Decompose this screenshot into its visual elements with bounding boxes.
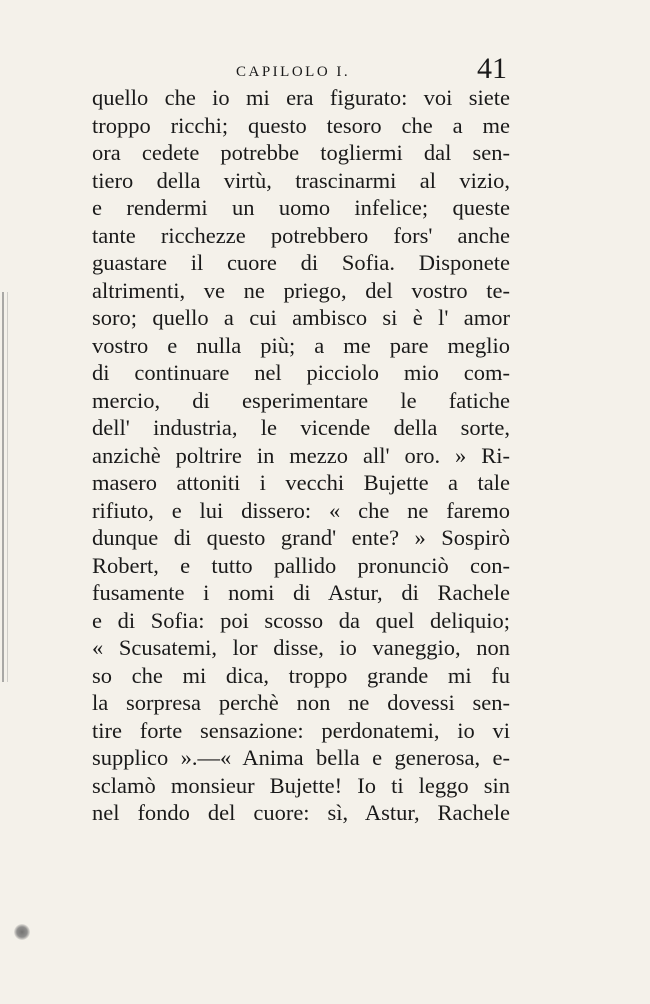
text-line: masero attoniti i vecchi Bujette a tale xyxy=(92,470,510,495)
text-line: tire forte sensazione: perdonatemi, io vi xyxy=(92,717,510,743)
text-line: e rendermi un uomo infelice; queste xyxy=(92,195,510,220)
page-number: 41 xyxy=(477,52,507,85)
text-line: guastare il cuore di Sofia. Disponete xyxy=(92,250,510,275)
text-line: tiero della virtù, trascinarmi al vizio, xyxy=(92,167,510,193)
running-head: CAPILOLO I. xyxy=(236,64,351,80)
binding-shadow xyxy=(2,292,4,682)
text-line: quello che io mi era figurato: voi siete xyxy=(92,85,510,110)
text-line: anzichè poltrire in mezzo all' oro. » Ri- xyxy=(92,442,510,468)
text-line: sclamò monsieur Bujette! Io ti leggo sin xyxy=(92,772,510,798)
text-line: Robert, e tutto pallido pronunciò con- xyxy=(92,552,510,578)
text-line: so che mi dica, troppo grande mi fu xyxy=(92,662,510,688)
text-line: la sorpresa perchè non ne dovessi sen- xyxy=(92,690,510,715)
text-line: ora cedete potrebbe togliermi dal sen- xyxy=(92,140,510,165)
text-line: supplico ».—« Anima bella e generosa, e- xyxy=(92,745,510,770)
binding-shadow-secondary xyxy=(7,292,8,682)
text-line: rifiuto, e lui dissero: « che ne faremo xyxy=(92,497,510,523)
text-line: troppo ricchi; questo tesoro che a me xyxy=(92,112,510,138)
body-text xyxy=(92,84,510,827)
text-line: soro; quello a cui ambisco si è l' amor xyxy=(92,305,510,330)
text-line: altrimenti, ve ne priego, del vostro te- xyxy=(92,277,510,303)
text-line: fusamente i nomi di Astur, di Rachele xyxy=(92,580,510,605)
paper-blemish xyxy=(14,924,30,940)
text-line: vostro e nulla più; a me pare meglio xyxy=(92,332,510,358)
text-line: nel fondo del cuore: sì, Astur, Rachele xyxy=(92,800,510,825)
text-line: dell' industria, le vicende della sorte, xyxy=(92,415,510,440)
text-line: e di Sofia: poi scosso da quel deliquio; xyxy=(92,607,510,633)
text-line: « Scusatemi, lor disse, io vaneggio, non xyxy=(92,635,510,660)
text-line: di continuare nel picciolo mio com- xyxy=(92,360,510,385)
text-line: dunque di questo grand' ente? » Sospirò xyxy=(92,525,510,550)
text-line: mercio, di esperimentare le fatiche xyxy=(92,387,510,413)
text-line: tante ricchezze potrebbero fors' anche xyxy=(92,222,510,248)
